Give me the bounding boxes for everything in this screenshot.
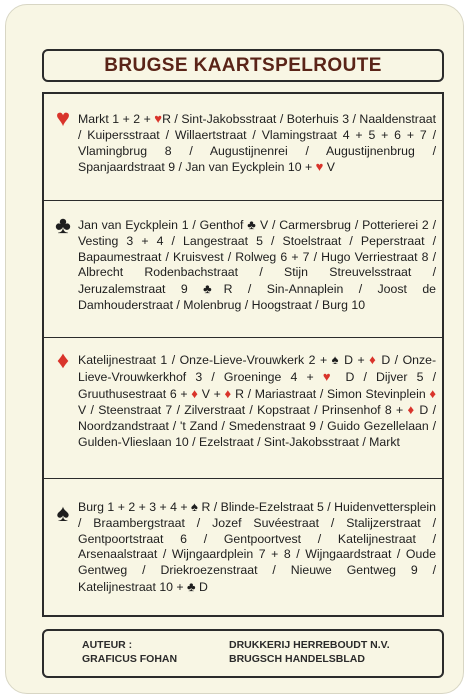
diamond-icon: ♦ (191, 385, 199, 401)
heart-icon: ♥ (322, 368, 337, 384)
club-suit-icon: ♣ (55, 212, 71, 239)
spade-suit-icon: ♠ (56, 500, 70, 527)
author-label: AUTEUR : (82, 639, 133, 651)
route-part: V / Steenstraat 7 / Zilverstraat / Kopstraat / Prinsenhof 8 + (78, 403, 404, 418)
playing-card (5, 4, 464, 694)
spade-icon: ♠ (191, 499, 198, 514)
route-part: R / Sint-Jakobsstraat / Boterhuis 3 / Naaldenstraat / Kuipersstraat / Willaertstraat / Vlamingstraat 4 + 5 + 6 + 7 / Vlamingbrug 8 / Augustijnenrei / Augustijnenbrug / Spanjaardstraat 9 / Jan van Eyckplein 10 + (78, 112, 436, 175)
diamond-icon: ♦ (369, 352, 377, 367)
route-box (42, 92, 444, 617)
route-part: D (199, 579, 208, 594)
route-part: D / Onze-Lieve-Vrouwkerkhof 3 / Groeninge 4 + (78, 353, 437, 384)
hearts-route-text (78, 111, 436, 176)
card-title: BRUGSE KAARTSPELROUTE (104, 54, 382, 76)
clubs-route-text (78, 217, 436, 314)
printer-name: DRUKKERIJ HERREBOUDT N.V. (229, 639, 390, 651)
route-part: D + (344, 353, 365, 367)
diamond-icon: ♦ (407, 402, 416, 418)
club-icon: ♣ (187, 578, 196, 594)
section-diamonds (44, 337, 442, 478)
author-block (82, 638, 177, 666)
route-part: R / Blinde-Ezelstraat 5 / Huidenvettersplein / Braambergstraat / Jozef Suvéestraat / Stalijzerstraat / Gentpoortstraat 6 / Gentpoortvest / Katelijnestraat / Arsenaalstraat / Wijngaardplein 7 + 8 / Wijngaardstraat / Oude Gentweg / Driekroezenstraat / Nieuwe Gentweg 9 / Katelijnestraat 10 + (78, 500, 437, 594)
route-part: Markt 1 + 2 + (78, 112, 151, 126)
publisher-name: BRUGSCH HANDELSBLAD (229, 653, 365, 665)
section-spades (44, 478, 442, 615)
section-hearts (44, 94, 442, 200)
title-box (42, 49, 444, 82)
route-part: D / Dijver 5 / Gruuthusestraat 6 + (78, 369, 437, 401)
heart-icon: ♥ (154, 111, 163, 126)
diamond-suit-icon: ♦ (56, 347, 70, 374)
heart-icon: ♥ (315, 159, 324, 175)
club-icon: ♣ (247, 217, 257, 232)
diamond-icon: ♦ (224, 385, 232, 401)
club-icon: ♣ (203, 281, 224, 297)
diamonds-route-text (78, 352, 436, 451)
spade-icon: ♠ (331, 352, 340, 367)
spades-route-text (78, 499, 436, 596)
footer-box (42, 629, 444, 678)
route-part: V / Carmersbrug / Potterierei 2 / Vesting 3 + 4 / Langestraat 5 / Stoelstraat / Peperstraat / Bapaumestraat / Kruisvest / Rolweg 6 + 7 / Hugo Verriestraat 8 / Albrecht Rodenbachstraat / Stijn Streuvelsstraat / Jeruzalemstraat 9 (78, 218, 437, 297)
route-part: V + (201, 386, 221, 401)
diamond-icon: ♦ (429, 385, 436, 401)
author-name: GRAFICUS FOHAN (82, 653, 178, 665)
route-part: D / Noordzandstraat / 't Zand / Smedenstraat 9 / Guido Gezellelaan / Gulden-Vlieslaan 10 / Ezelstraat / Sint-Jakobsstraat / Markt (78, 403, 436, 449)
printer-block (229, 638, 390, 666)
heart-suit-icon: ♥ (55, 105, 71, 132)
route-part: R / Mariastraat / Simon Stevinplein (235, 386, 426, 401)
route-part: Jan van Eyckplein 1 / Genthof (78, 218, 244, 232)
route-part: Burg 1 + 2 + 3 + 4 + (78, 500, 188, 514)
route-part: Katelijnestraat 1 / Onze-Lieve-Vrouwkerk 2 + (78, 353, 328, 367)
route-part: R / Sin-Annaplein / Joost de Damhouderstraat / Molenbrug / Hoogstraat / Burg 10 (78, 282, 436, 312)
section-clubs (44, 200, 442, 337)
route-part: V (326, 160, 335, 175)
